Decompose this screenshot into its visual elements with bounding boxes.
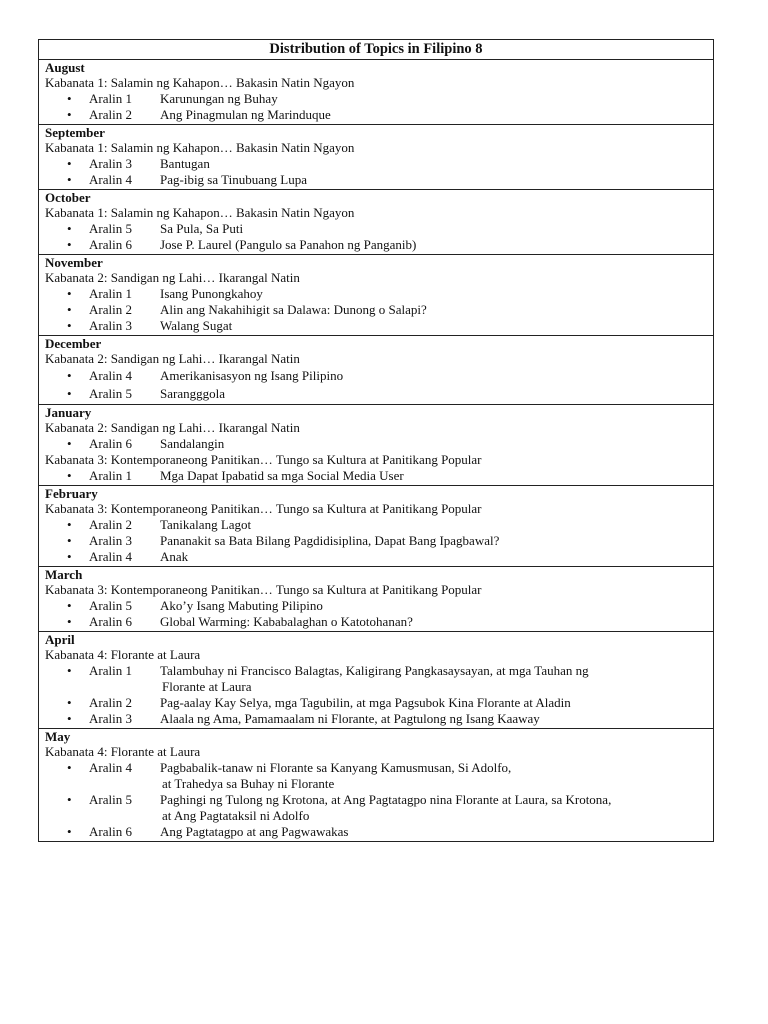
lesson-topic-line: Ako’y Isang Mabuting Pilipino	[160, 598, 323, 613]
lesson-topic-line: Sarangggola	[160, 386, 225, 401]
lesson-topic-line: Pag-ibig sa Tinubuang Lupa	[160, 172, 307, 187]
aralin-number: Aralin 1	[89, 286, 132, 301]
month-section-september	[39, 125, 713, 190]
lesson-item	[45, 468, 713, 484]
lesson-item	[45, 172, 713, 188]
lesson-topic-line: Pagbabalik-tanaw ni Florante sa Kanyang Kamusmusan, Si Adolfo,	[160, 760, 512, 775]
month-heading: August	[45, 60, 85, 75]
aralin-number: Aralin 4	[89, 172, 132, 187]
lesson-topic	[160, 286, 713, 302]
kabanata-heading: Kabanata 3: Kontemporaneong Panitikan… Tungo sa Kultura at Panitikang Popular	[45, 452, 482, 467]
lesson-item	[45, 286, 713, 302]
month-heading: April	[45, 632, 75, 647]
lesson-topic	[160, 436, 713, 452]
month-section-october	[39, 190, 713, 255]
kabanata-heading: Kabanata 4: Florante at Laura	[45, 647, 201, 662]
topics-table	[38, 39, 714, 842]
aralin-number: Aralin 3	[89, 533, 132, 548]
aralin-number: Aralin 2	[89, 517, 132, 532]
lesson-topic-line: Jose P. Laurel (Pangulo sa Panahon ng Panganib)	[160, 237, 417, 252]
lesson-topic-line: Bantugan	[160, 156, 210, 171]
lesson-topic-line: Talambuhay ni Francisco Balagtas, Kaligirang Pangkasaysayan, at mga Tauhan ng	[160, 663, 589, 678]
bullet-icon: •	[67, 663, 72, 678]
lesson-item	[45, 711, 713, 727]
lesson-item	[45, 302, 713, 318]
lesson-topic	[160, 468, 713, 484]
lesson-topic-line: Pananakit sa Bata Bilang Pagdidisiplina, Dapat Bang Ipagbawal?	[160, 533, 500, 548]
lesson-item	[45, 614, 713, 630]
lesson-topic	[160, 711, 713, 727]
kabanata-heading: Kabanata 2: Sandigan ng Lahi… Ikarangal Natin	[45, 420, 300, 435]
lesson-topic	[160, 824, 713, 840]
month-section-may	[39, 729, 713, 841]
bullet-icon: •	[67, 221, 72, 236]
lesson-item	[45, 107, 713, 123]
kabanata-heading: Kabanata 4: Florante at Laura	[45, 744, 201, 759]
bullet-icon: •	[67, 436, 72, 451]
lesson-topic-line: Walang Sugat	[160, 318, 233, 333]
aralin-number: Aralin 6	[89, 436, 132, 451]
aralin-number: Aralin 5	[89, 221, 132, 236]
lesson-topic-line: Paghingi ng Tulong ng Krotona, at Ang Pagtatagpo nina Florante at Laura, sa Krotona,	[160, 792, 612, 807]
lesson-item	[45, 237, 713, 253]
month-section-august	[39, 60, 713, 125]
lesson-item	[45, 695, 713, 711]
month-section-december	[39, 336, 713, 405]
lesson-topic	[160, 792, 713, 824]
lesson-topic-line: Mga Dapat Ipabatid sa mga Social Media User	[160, 468, 404, 483]
aralin-number: Aralin 5	[89, 598, 132, 613]
bullet-icon: •	[67, 792, 72, 807]
lesson-topic	[160, 663, 713, 695]
lesson-topic	[160, 302, 713, 318]
month-heading: November	[45, 255, 103, 270]
aralin-number: Aralin 6	[89, 237, 132, 252]
bullet-icon: •	[67, 614, 72, 629]
aralin-number: Aralin 1	[89, 91, 132, 106]
lesson-topic	[160, 614, 713, 630]
bullet-icon: •	[67, 302, 72, 317]
month-section-april	[39, 632, 713, 729]
lesson-item	[45, 663, 713, 695]
lesson-topic-line: Sa Pula, Sa Puti	[160, 221, 244, 236]
bullet-icon: •	[67, 533, 72, 548]
kabanata-heading: Kabanata 1: Salamin ng Kahapon… Bakasin Natin Ngayon	[45, 75, 355, 90]
kabanata-heading: Kabanata 3: Kontemporaneong Panitikan… Tungo sa Kultura at Panitikang Popular	[45, 582, 482, 597]
bullet-icon: •	[67, 172, 72, 187]
lesson-item	[45, 549, 713, 565]
lesson-item	[45, 533, 713, 549]
lesson-item	[45, 221, 713, 237]
lesson-item	[45, 385, 713, 403]
month-heading: February	[45, 486, 98, 501]
kabanata-heading: Kabanata 2: Sandigan ng Lahi… Ikarangal Natin	[45, 351, 300, 366]
bullet-icon: •	[67, 91, 72, 106]
lesson-topic	[160, 221, 713, 237]
aralin-number: Aralin 6	[89, 824, 132, 839]
lesson-topic-line: Alaala ng Ama, Pamamaalam ni Florante, at Pagtulong ng Isang Kaaway	[160, 711, 540, 726]
month-section-november	[39, 255, 713, 336]
month-section-february	[39, 486, 713, 567]
bullet-icon: •	[67, 386, 72, 401]
bullet-icon: •	[67, 286, 72, 301]
month-heading: December	[45, 336, 102, 351]
aralin-number: Aralin 6	[89, 614, 132, 629]
lesson-topic	[160, 760, 713, 792]
bullet-icon: •	[67, 824, 72, 839]
bullet-icon: •	[67, 695, 72, 710]
lesson-topic	[160, 385, 713, 403]
bullet-icon: •	[67, 368, 72, 383]
aralin-number: Aralin 3	[89, 318, 132, 333]
lesson-topic-line: Karunungan ng Buhay	[160, 91, 278, 106]
lesson-topic-line: Tanikalang Lagot	[160, 517, 252, 532]
lesson-item	[45, 156, 713, 172]
lesson-topic-continuation: at Trahedya sa Buhay ni Florante	[162, 776, 335, 791]
aralin-number: Aralin 1	[89, 468, 132, 483]
lesson-item	[45, 436, 713, 452]
bullet-icon: •	[67, 237, 72, 252]
lesson-topic	[160, 517, 713, 533]
aralin-number: Aralin 4	[89, 549, 132, 564]
lesson-topic	[160, 107, 713, 123]
document-title: Distribution of Topics in Filipino 8	[39, 40, 713, 60]
lesson-topic-line: Ang Pagtatagpo at ang Pagwawakas	[160, 824, 349, 839]
aralin-number: Aralin 5	[89, 792, 132, 807]
bullet-icon: •	[67, 598, 72, 613]
month-sections	[39, 60, 713, 841]
lesson-topic-line: Isang Punongkahoy	[160, 286, 263, 301]
lesson-topic-continuation: at Ang Pagtataksil ni Adolfo	[162, 808, 310, 823]
lesson-item	[45, 91, 713, 107]
lesson-item	[45, 367, 713, 385]
lesson-topic	[160, 318, 713, 334]
lesson-topic-line: Ang Pinagmulan ng Marinduque	[160, 107, 331, 122]
lesson-topic	[160, 172, 713, 188]
lesson-item	[45, 318, 713, 334]
lesson-topic	[160, 367, 713, 385]
month-heading: May	[45, 729, 71, 744]
kabanata-heading: Kabanata 3: Kontemporaneong Panitikan… Tungo sa Kultura at Panitikang Popular	[45, 501, 482, 516]
month-heading: March	[45, 567, 83, 582]
lesson-item	[45, 792, 713, 824]
month-heading: September	[45, 125, 105, 140]
aralin-number: Aralin 2	[89, 302, 132, 317]
bullet-icon: •	[67, 711, 72, 726]
lesson-topic	[160, 533, 713, 549]
lesson-topic-continuation: Florante at Laura	[162, 679, 252, 694]
aralin-number: Aralin 5	[89, 386, 132, 401]
aralin-number: Aralin 3	[89, 711, 132, 726]
kabanata-heading: Kabanata 2: Sandigan ng Lahi… Ikarangal Natin	[45, 270, 300, 285]
lesson-topic-line: Pag-aalay Kay Selya, mga Tagubilin, at mga Pagsubok Kina Florante at Aladin	[160, 695, 571, 710]
aralin-number: Aralin 2	[89, 695, 132, 710]
lesson-topic	[160, 598, 713, 614]
lesson-topic	[160, 156, 713, 172]
month-heading: January	[45, 405, 92, 420]
lesson-topic	[160, 237, 713, 253]
aralin-number: Aralin 4	[89, 760, 132, 775]
kabanata-heading: Kabanata 1: Salamin ng Kahapon… Bakasin Natin Ngayon	[45, 205, 355, 220]
bullet-icon: •	[67, 549, 72, 564]
month-section-january	[39, 405, 713, 486]
lesson-topic	[160, 91, 713, 107]
aralin-number: Aralin 1	[89, 663, 132, 678]
aralin-number: Aralin 2	[89, 107, 132, 122]
lesson-topic-line: Amerikanisasyon ng Isang Pilipino	[160, 368, 344, 383]
lesson-topic-line: Alin ang Nakahihigit sa Dalawa: Dunong o Salapi?	[160, 302, 427, 317]
lesson-topic-line: Sandalangin	[160, 436, 225, 451]
bullet-icon: •	[67, 760, 72, 775]
bullet-icon: •	[67, 107, 72, 122]
bullet-icon: •	[67, 468, 72, 483]
lesson-topic-line: Anak	[160, 549, 189, 564]
lesson-item	[45, 517, 713, 533]
kabanata-heading: Kabanata 1: Salamin ng Kahapon… Bakasin Natin Ngayon	[45, 140, 355, 155]
bullet-icon: •	[67, 318, 72, 333]
bullet-icon: •	[67, 156, 72, 171]
lesson-topic	[160, 549, 713, 565]
lesson-item	[45, 824, 713, 840]
lesson-item	[45, 760, 713, 792]
lesson-topic	[160, 695, 713, 711]
month-heading: October	[45, 190, 91, 205]
aralin-number: Aralin 4	[89, 368, 132, 383]
lesson-item	[45, 598, 713, 614]
aralin-number: Aralin 3	[89, 156, 132, 171]
lesson-topic-line: Global Warming: Kababalaghan o Katotohanan?	[160, 614, 413, 629]
month-section-march	[39, 567, 713, 632]
bullet-icon: •	[67, 517, 72, 532]
